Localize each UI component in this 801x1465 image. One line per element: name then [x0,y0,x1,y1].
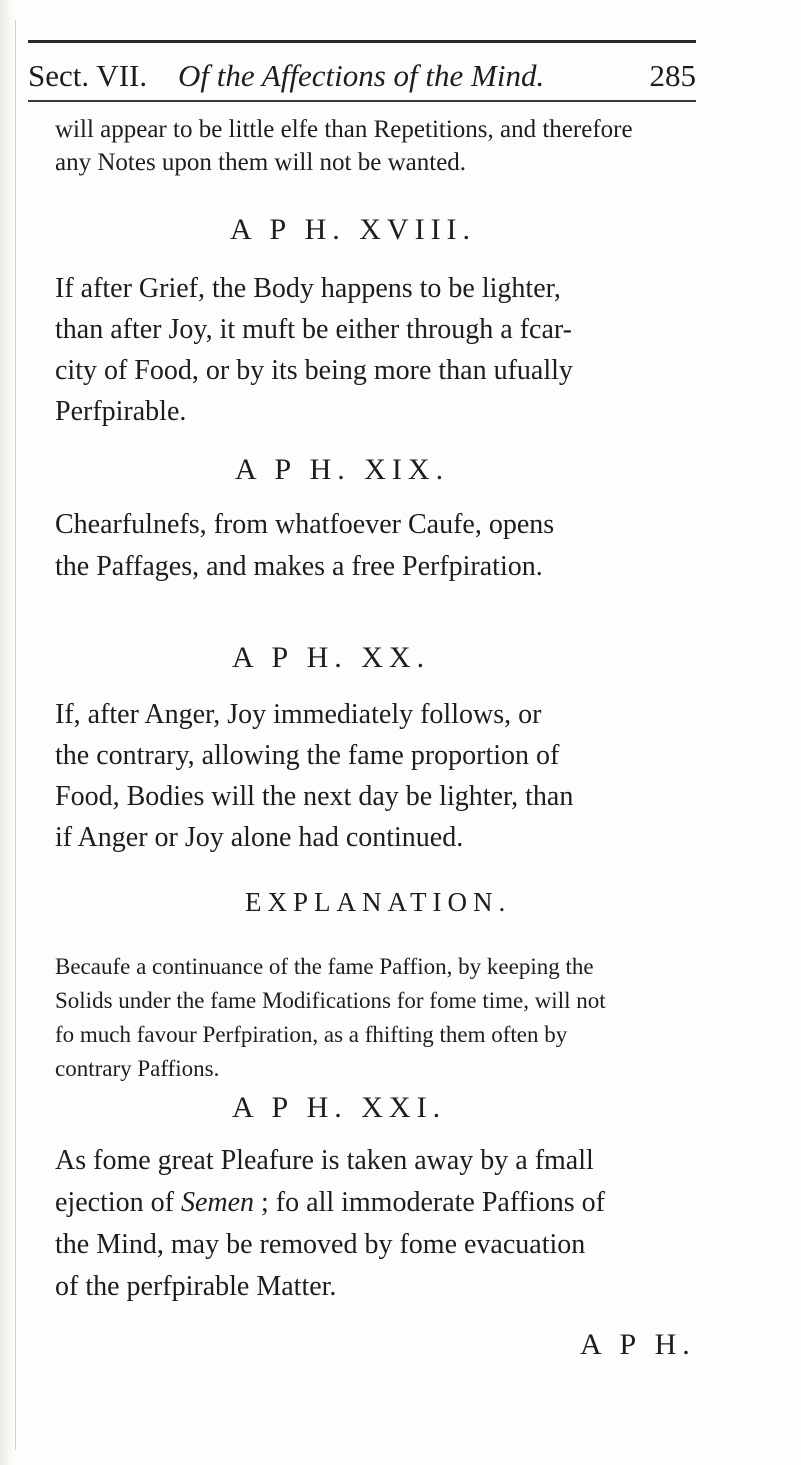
aph-21-line: the Mind, may be removed by fome evacuation [55,1229,586,1260]
aph-21-heading: A P H. XXI. [232,1091,447,1124]
explanation-line: Becaufe a continuance of the fame Paffion, by keeping the [55,954,594,979]
aph-18-line: than after Joy, it muft be either through a fcar- [55,314,572,345]
aph-19-paragraph [55,504,745,588]
aph-21-line [55,1182,745,1224]
header-bottom-rule [28,100,696,102]
page-number: 285 [649,58,696,93]
running-head [28,55,696,97]
explanation-line: fo much favour Perfpiration, as a fhifting them often by [55,1022,568,1047]
binding-edge-line [15,20,16,1450]
aph-21-paragraph [55,1140,745,1308]
explanation-line: contrary Paffions. [55,1056,220,1081]
aph-19-heading: A P H. XIX. [235,453,450,486]
aph-18-line: city of Food, or by its being more than ufually [55,355,573,386]
aph-20-line: if Anger or Joy alone had continued. [55,822,464,853]
aph-20-line: If, after Anger, Joy immediately follows, or [55,699,542,730]
aph-18-line: If after Grief, the Body happens to be lighter, [55,273,561,304]
aph-21-line2-start: ejection of [55,1187,181,1218]
aph-21-line2-end: ; fo all immoderate Paffions of [254,1187,605,1218]
running-head-title: Of the Affections of the Mind. [178,58,545,93]
intro-paragraph [55,113,745,179]
intro-line: any Notes upon them will not be wanted. [55,149,467,176]
explanation-heading: EXPLANATION. [245,887,512,917]
running-head-section: Sect. VII. [28,58,148,93]
aph-19-line: the Paffages, and makes a free Perfpiration. [55,551,543,582]
aph-19-line: Chearfulnefs, from whatfoever Caufe, opens [55,509,555,540]
aph-21-line: of the perfpirable Matter. [55,1271,337,1302]
aph-18-heading: A P H. XVIII. [230,213,477,246]
aph-21-line: As fome great Pleafure is taken away by a fmall [55,1145,594,1176]
explanation-paragraph [55,950,745,1086]
aph-20-line: Food, Bodies will the next day be lighter, than [55,781,574,812]
aph-18-paragraph [55,268,745,432]
page-gutter [0,0,14,1465]
aph-18-line: Perfpirable. [55,396,187,427]
aph-21-line2-italic: Semen [180,1187,255,1218]
explanation-line: Solids under the fame Modifications for fome time, will not [55,988,606,1013]
intro-line: will appear to be little elfe than Repetitions, and therefore [55,116,633,143]
catchword: A P H. [580,1328,696,1361]
aph-20-line: the contrary, allowing the fame proportion of [55,740,560,771]
aph-20-paragraph [55,694,745,858]
aph-20-heading: A P H. XX. [232,641,431,674]
header-top-rule [28,40,696,43]
